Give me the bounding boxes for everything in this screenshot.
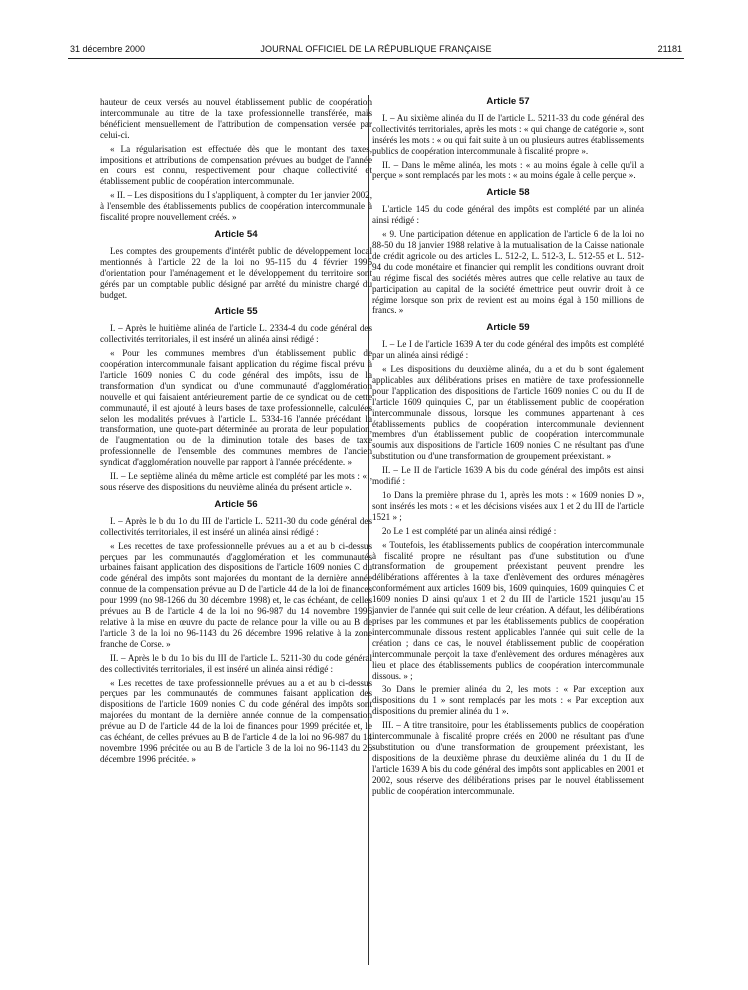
article-59-heading: Article 59 (486, 322, 530, 334)
paragraph: III. – A titre transitoire, pour les établissements publics de coopération intercommunale à fiscalité propre créés en 2000 ne résultant pas d'une substitution ou d'une transformation de groupement préexistant, les dispositions de la deuxième phrase du deuxième alinéa du 1 du II de l'article 1639 A bis du code général des impôts sont applicables en 2001 et 2002, sous réserve des délibérations prises par le nouvel établissement public de coopération intercommunale. (372, 720, 644, 796)
right-column (372, 97, 644, 799)
paragraph: « Pour les communes membres d'un établissement public de coopération intercommunale faisant application du régime fiscal prévu à l'article 1609 nonies C du code général des impôts, issu de la transformation d'un syndicat ou d'une communauté d'agglomération nouvelle et qui faisaient antérieurement partie de ce syndicat ou de cette communauté, il est ajouté à leurs bases de taxe professionnelle, calculées selon les modalités prévues à l'article L. 5334-16 l'année précédant la transformation, une quote-part déterminée au prorata de leur population, de l'augmentation ou de la diminution totale des bases de taxe professionnelle de l'ensemble des communes membres de l'ancien syndicat d'agglomération nouvelle par rapport à l'année précédente. » (100, 348, 372, 468)
paragraph: « La régularisation est effectuée dès que le montant des taxes, impositions et attributions de compensation prévues au budget de l'année en cours est connu, respectivement pour chaque collectivité et établissement public de coopération intercommunale. (100, 143, 372, 187)
article-57-heading: Article 57 (486, 96, 530, 107)
paragraph: II. – Le septième alinéa du même article est complété par les mots : « , sous réserve des dispositions du neuvième alinéa du présent article ». (100, 471, 372, 492)
paragraph: « II. – Les dispositions du I s'appliquent, à compter du 1er janvier 2002, à l'ensemble des établissements publics de coopération intercommunale à fiscalité propre nouvellement créés. » (100, 190, 372, 223)
paragraph: II. – Le II de l'article 1639 A bis du code général des impôts est ainsi modifié : (372, 465, 644, 487)
paragraph: L'article 145 du code général des impôts est complété par un alinéa ainsi rédigé : (372, 204, 644, 226)
article-54-heading: Article 54 (214, 228, 258, 240)
paragraph: 3o Dans le premier alinéa du 2, les mots : « Par exception aux dispositions du 1 » sont remplacés par les mots : « Par exception aux dispositions du premier alinéa du 1 ». (372, 684, 644, 717)
paragraph: Les comptes des groupements d'intérêt public de développement local mentionnés à l'article 22 de la loi no 95-115 du 4 février 1995 d'orientation pour l'aménagement et le développement du territoire sont gérés par un comptable public désigné par arrêté du ministre chargé du budget. (100, 245, 372, 300)
header-rule (68, 58, 684, 59)
header-date: 31 décembre 2000 (70, 44, 146, 54)
paragraph: I. – Après le huitième alinéa de l'article L. 2334-4 du code général des collectivités territoriales, il est inséré un alinéa ainsi rédigé : (100, 323, 372, 345)
left-column (100, 97, 372, 768)
article-55-heading: Article 55 (214, 306, 258, 318)
paragraph: II. – Après le b du 1o bis du III de l'article L. 5211-30 du code général des collectivités territoriales, il est inséré un alinéa ainsi rédigé : (100, 652, 372, 674)
paragraph: « Toutefois, les établissements publics de coopération intercommunale à fiscalité propre ne résultant pas d'une substitution ou d'une transformation de groupement préexistant peuvent prendre les délibérations afférentes à la taxe d'enlèvement des ordures ménagères conformément aux articles 1609 bis, 1609 quinquies, 1609 quinquies C et 1609 nonies D ainsi qu'aux 1 et 2 du III de l'article 1521 jusqu'au 15 janvier de l'année qui suit celle de leur création. A défaut, les délibérations prises par les communes et par les établissements publics de coopération intercommunale dissous restent applicables l'année qui suit celle de la création ; dans ce cas, le nouvel établissement public de coopération intercommunale perçoit la taxe d'enlèvement des ordures ménagères aux lieu et place des établissements publics de coopération intercommunale dissous. » ; (372, 539, 644, 681)
paragraph: II. – Dans le même alinéa, les mots : « au moins égale à celle qu'il a perçue » sont remplacés par les mots : « au moins égale à celle perçue ». (372, 159, 644, 181)
article-58-heading: Article 58 (486, 187, 530, 199)
paragraph: I. – Au sixième alinéa du II de l'article L. 5211-33 du code général des collectivités territoriales, après les mots : « qui change de catégorie », sont insérés les mots : « ou qui fait suite à un ou plusieurs autres établissements publics de coopération intercommunale à fiscalité propre ». (372, 112, 644, 156)
paragraph: « 9. Une participation détenue en application de l'article 6 de la loi no 88-50 du 18 janvier 1988 relative à la mutualisation de la Caisse nationale de crédit agricole ou des articles L. 512-2, L. 512-3, L. 512-55 et L. 512-94 du code monétaire et financier qui remplit les conditions ouvrant droit au régime fiscal des sociétés mères autres que celle relative au taux de participation au capital de la société émettrice peut ouvrir droit à ce régime lorsque son prix de revient est au moins égal à 150 millions de francs. » (372, 229, 644, 316)
paragraph: 1o Dans la première phrase du 1, après les mots : « 1609 nonies D », sont insérés les mots : « et les décisions visées aux 1 et 2 du III de l'article 1521 » ; (372, 490, 644, 522)
paragraph: 2o Le 1 est complété par un alinéa ainsi rédigé : (382, 525, 557, 536)
article-56-heading: Article 56 (214, 498, 258, 510)
page-header (70, 44, 682, 58)
paragraph: hauteur de ceux versés au nouvel établissement public de coopération intercommunale au titre de la taxe professionnelle transférée, mais bénéficient mensuellement de l'attribution de compensation versée par celui-ci. (100, 97, 372, 140)
paragraph: « Les recettes de taxe professionnelle prévues au a et au b ci-dessus perçues par les communautés d'agglomération et les communautés urbaines faisant application des dispositions de l'article 1609 nonies C du code général des impôts sont majorées du montant de la dernière année connue de la compensation prévue au D de l'article 44 de la loi de finances pour 1999 (no 98-1266 du 30 décembre 1998) et, le cas échéant, de celles prévues au B de l'article 4 de la loi no 96-987 du 14 novembre 1996 relative à la mise en œuvre du pacte de relance pour la ville ou au B de l'article 3 de la loi no 96-1143 du 26 décembre 1996 relative à la zone franche de Corse. » (100, 540, 372, 649)
paragraph: « Les dispositions du deuxième alinéa, du a et du b sont également applicables aux délibérations prises en matière de taxe professionnelle pour l'application des dispositions de l'article 1609 nonies C ou du II de l'article 1609 quinquies C, par un établissement public de coopération intercommunale dissous, lorsque les communes appartenant à ces établissements publics de coopération intercommunale deviennent membres d'un établissement public de coopération intercommunale soumis aux dispositions de l'article 1609 nonies C ne résultant pas d'une substitution ou d'une transformation de groupement préexistant. » (372, 364, 644, 462)
header-page-number: 21181 (657, 44, 682, 54)
paragraph: I. – Après le b du 1o du III de l'article L. 5211-30 du code général des collectivités territoriales, il est inséré un alinéa ainsi rédigé : (100, 515, 372, 537)
paragraph: I. – Le I de l'article 1639 A ter du code général des impôts est complété par un alinéa ainsi rédigé : (372, 339, 644, 361)
paragraph: « Les recettes de taxe professionnelle prévues au a et au b ci-dessus perçues par les communautés de communes faisant application des dispositions de l'article 1609 nonies C du code général des impôts sont majorées du montant de la dernière année connue de la compensation prévue au D de l'article 44 de la loi de finances pour 1999 précitée et, le cas échéant, de celles prévues au B de l'article 4 de la loi no 96-987 du 14 novembre 1996 précitée ou au B de l'article 3 de la loi no 96-1143 du 26 décembre 1996 précitée. » (100, 677, 372, 764)
header-journal-title: JOURNAL OFFICIEL DE LA RÉPUBLIQUE FRANÇAISE (260, 44, 492, 54)
